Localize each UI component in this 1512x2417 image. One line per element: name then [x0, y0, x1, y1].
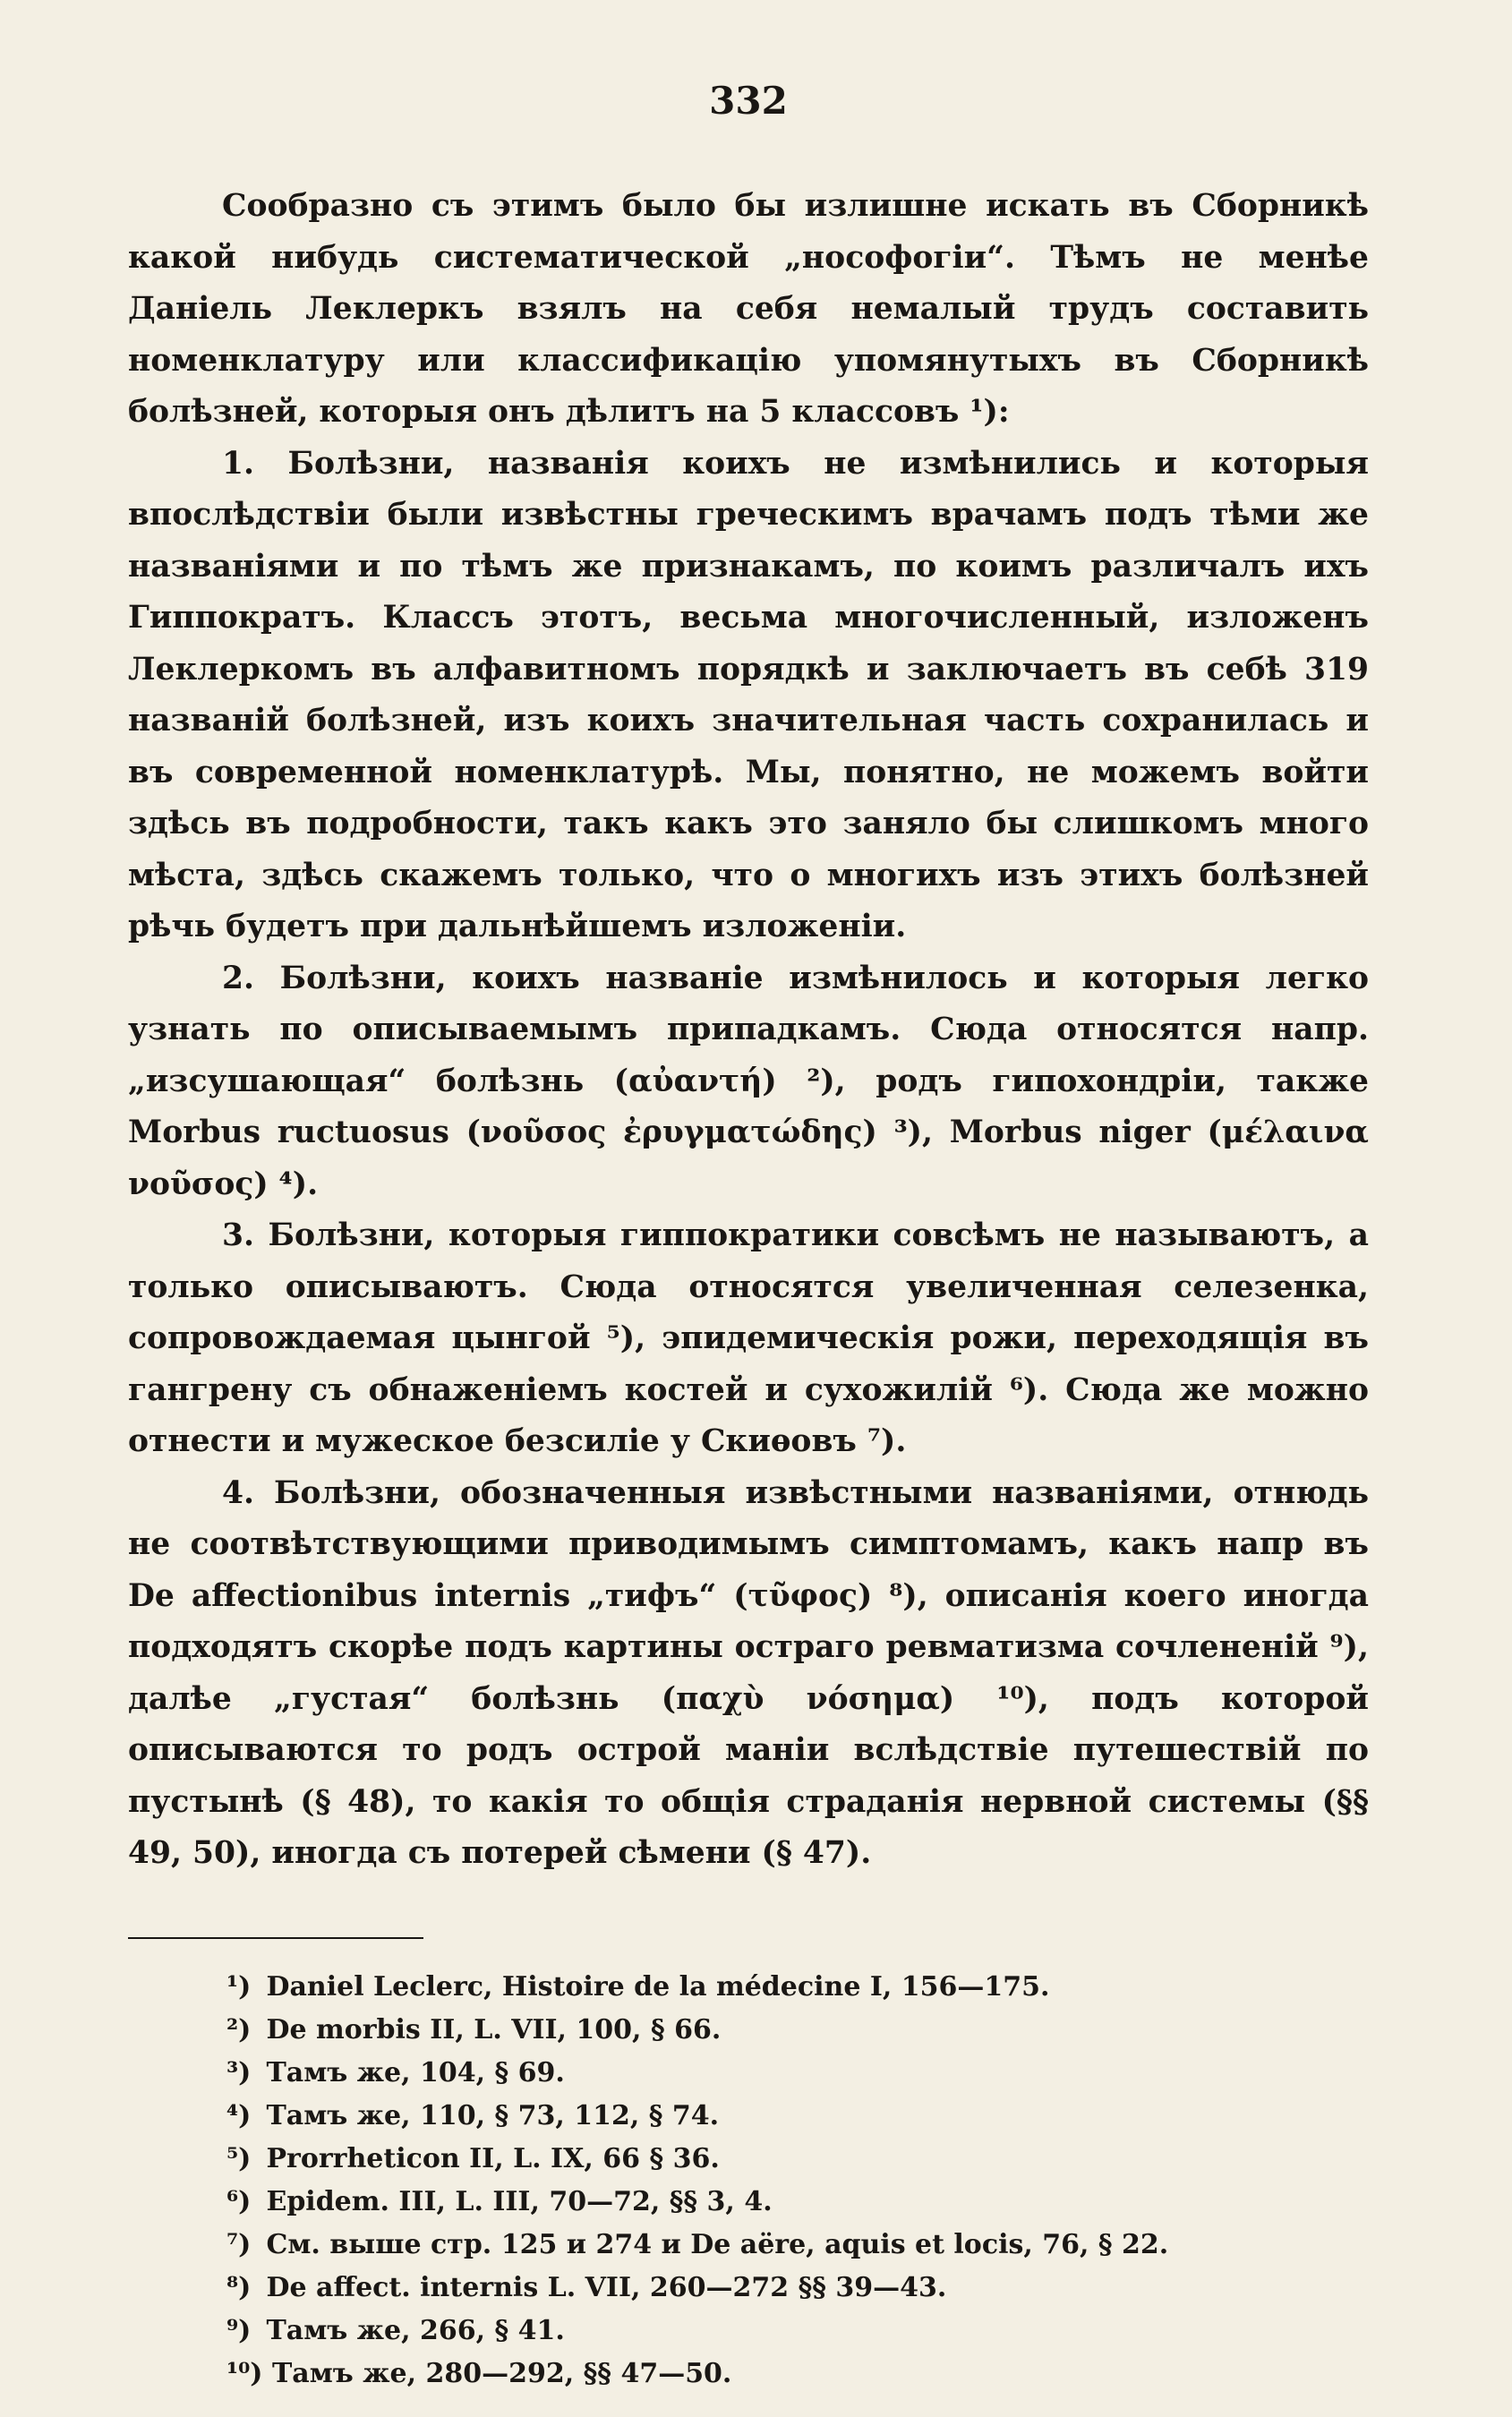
footnote-mark: ⁵)	[226, 2142, 252, 2174]
footnote-item	[226, 2310, 1369, 2353]
body-text	[128, 181, 1369, 1880]
footnote-item	[226, 2009, 1369, 2052]
footnote-text: Тамъ же, 110, § 73, 112, § 74.	[266, 2099, 720, 2131]
footnote-item	[226, 2095, 1369, 2138]
footnote-text: Prorrheticon II, L. IX, 66 § 36.	[266, 2142, 720, 2174]
footnote-mark: ⁴)	[226, 2099, 252, 2131]
footnote-mark: ⁸)	[226, 2271, 252, 2303]
paragraph-class-4: 4. Болѣзни, обозначенныя извѣстными названiями, отнюдь не соотвѣтствующими приводимымъ симптомамъ, какъ напр въ De affectionibus internis „тифъ“ (τῦφος) ⁸), описанiя коего иногда подходятъ скорѣе подъ картины остраго ревматизма сочлененiй ⁹), далѣе „густая“ болѣзнь (παχὺ νόσημα) ¹⁰), подъ которой описываются то родъ острой манiи вслѣдствiе путешествiй по пустынѣ (§ 48), то какiя то общiя страданiя нервной системы (§§ 49, 50), иногда съ потерей сѣмени (§ 47).	[128, 1474, 1369, 1871]
footnote-text: De morbis II, L. VII, 100, § 66.	[266, 2013, 722, 2045]
footnote-item	[226, 2267, 1369, 2310]
footnote-text: Тамъ же, 266, § 41.	[266, 2314, 565, 2346]
footnote-item	[226, 2052, 1369, 2095]
footnotes-list	[128, 1966, 1369, 2396]
footnote-mark: ⁹)	[226, 2314, 252, 2346]
footnote-mark: ¹⁰)	[226, 2357, 263, 2389]
footnote-text: Тамъ же, 104, § 69.	[266, 2056, 565, 2088]
footnote-text: Тамъ же, 280—292, §§ 47—50.	[271, 2357, 732, 2389]
footnote-text: De affect. internis L. VII, 260—272 §§ 39—43.	[266, 2271, 947, 2303]
footnote-mark: ²)	[226, 2013, 252, 2045]
footnote-item	[226, 1966, 1369, 2009]
footnote-mark: ¹)	[226, 1970, 252, 2003]
paragraph-class-1: 1. Болѣзни, названiя коихъ не измѣнились и которыя впослѣдствiи были извѣстны греческимъ врачамъ подъ тѣми же названiями и по тѣмъ же признакамъ, по коимъ различалъ ихъ Гиппократъ. Классъ этотъ, весьма многочисленный, изложенъ Леклеркомъ въ алфавитномъ порядкѣ и заключаетъ въ себѣ 319 названiй болѣзней, изъ коихъ значительная часть сохранилась и въ современной номенклатурѣ. Мы, понятно, не можемъ войти здѣсь въ подробности, такъ какъ это заняло бы слишкомъ много мѣста, здѣсь скажемъ только, что о многихъ изъ этихъ болѣзней рѣчь будетъ при дальнѣйшемъ изложенiи.	[128, 445, 1369, 944]
footnote-item	[226, 2181, 1369, 2224]
paragraph-class-3: 3. Болѣзни, которыя гиппократики совсѣмъ не называютъ, а только описываютъ. Сюда относятся увеличенная селезенка, сопровождаемая цынгой ⁵), эпидемическiя рожи, переходящiя въ гангрену съ обнаженiемъ костей и сухожилiй ⁶). Сюда же можно отнести и мужеское безсилiе у Скиѳовъ ⁷).	[128, 1217, 1369, 1459]
footnote-text: Daniel Leclerc, Histoire de la médecine I, 156—175.	[266, 1970, 1050, 2003]
footnote-mark: ⁷)	[226, 2228, 252, 2260]
footnote-mark: ³)	[226, 2056, 252, 2088]
footnote-divider	[128, 1937, 423, 1939]
paragraph-class-2: 2. Болѣзни, коихъ названiе измѣнилось и которыя легко узнать по описываемымъ припадкамъ. Сюда относятся напр. „изсушающая“ болѣзнь (αὐαντή) ²), родъ гипохондрiи, также Morbus ructuosus (νοῦσος ἐρυγματώδης) ³), Morbus niger (μέλαινα νοῦσος) ⁴).	[128, 960, 1369, 1202]
page-number: 332	[709, 79, 788, 123]
footnote-item	[226, 2224, 1369, 2267]
footnote-mark: ⁶)	[226, 2185, 252, 2217]
footnote-text: См. выше стр. 125 и 274 и De aëre, aquis et locis, 76, § 22.	[266, 2228, 1169, 2260]
paragraph-intro: Сообразно съ этимъ было бы излишне искать въ Сборникѣ какой нибудь систематической „нософогiи“. Тѣмъ не менѣе Данiель Леклеркъ взялъ на себя немалый трудъ составить номенклатуру или классификацiю упомянутыхъ въ Сборникѣ болѣзней, которыя онъ дѣлитъ на 5 классовъ ¹):	[128, 188, 1369, 430]
footnote-text: Epidem. III, L. III, 70—72, §§ 3, 4.	[266, 2185, 773, 2217]
footnote-item	[226, 2138, 1369, 2181]
footnote-item	[226, 2353, 1369, 2396]
